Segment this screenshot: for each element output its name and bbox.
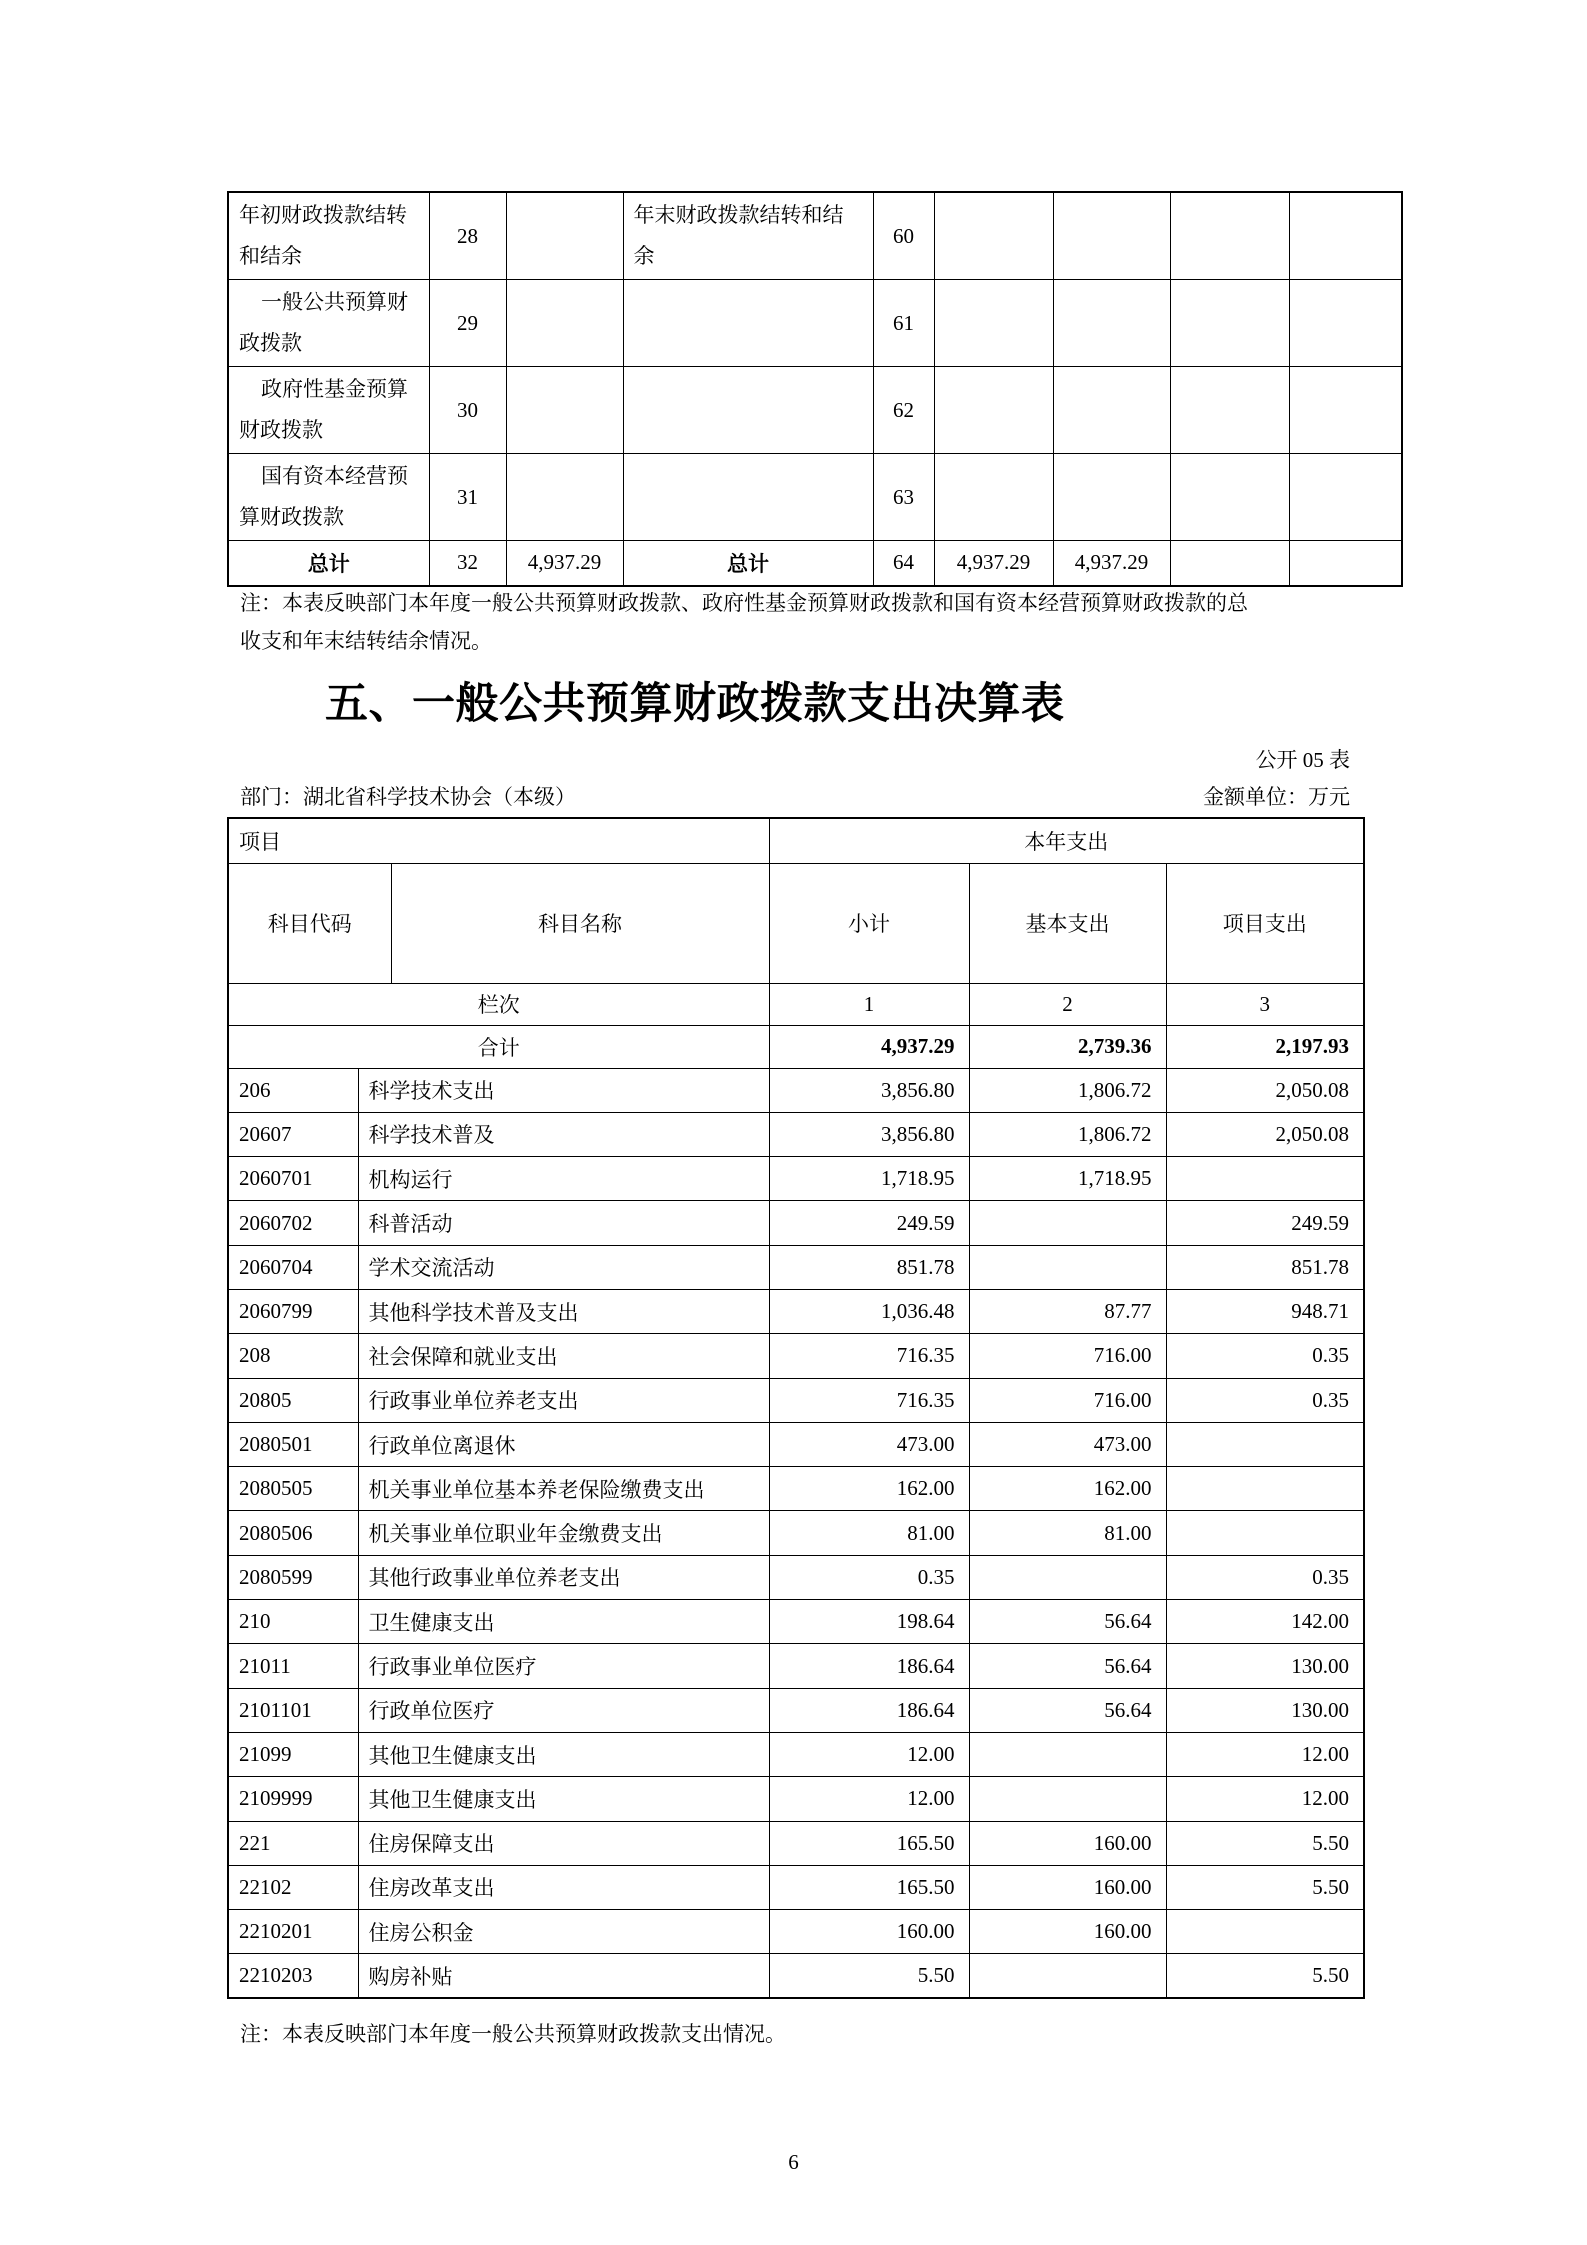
project-expense-cell: 2,050.08 (1166, 1112, 1364, 1156)
right-item-cell (623, 280, 873, 367)
expense-row (228, 1467, 1364, 1511)
empty-cell (1289, 280, 1402, 367)
subject-name-cell: 机构运行 (358, 1157, 769, 1201)
summary-row (228, 367, 1402, 454)
summary-row (228, 454, 1402, 541)
left-amount-cell (506, 454, 623, 541)
basic-expense-cell (969, 1954, 1166, 1998)
left-item-cell: 年初财政拨款结转和结余 (228, 192, 429, 280)
project-expense-cell: 249.59 (1166, 1201, 1364, 1245)
summary-row (228, 192, 1402, 280)
expense-total-label-cell: 合计 (228, 1025, 769, 1068)
expense-header-row-1 (228, 818, 1364, 863)
basic-expense-cell (969, 1245, 1166, 1289)
empty-cell (1170, 454, 1289, 541)
empty-cell (1170, 280, 1289, 367)
subject-name-cell: 住房改革支出 (358, 1865, 769, 1909)
basic-expense-cell: 1,806.72 (969, 1112, 1166, 1156)
summary-row (228, 280, 1402, 367)
subject-code-cell: 2080506 (228, 1511, 358, 1555)
subtotal-cell: 162.00 (769, 1467, 969, 1511)
project-expense-cell: 948.71 (1166, 1289, 1364, 1333)
left-item-cell: 政府性基金预算财政拨款 (228, 367, 429, 454)
right-amount2-cell: 4,937.29 (1053, 541, 1170, 586)
column-index-2-cell: 2 (969, 983, 1166, 1025)
left-amount-cell (506, 192, 623, 280)
empty-cell (1289, 367, 1402, 454)
right-amount1-cell (934, 454, 1053, 541)
expense-row (228, 1511, 1364, 1555)
expense-row (228, 1821, 1364, 1865)
subject-name-cell: 行政单位医疗 (358, 1688, 769, 1732)
subject-code-header-cell: 科目代码 (228, 863, 391, 983)
left-amount-cell: 4,937.29 (506, 541, 623, 586)
subtotal-cell: 716.35 (769, 1378, 969, 1422)
section-title: 五、一般公共预算财政拨款支出决算表 (325, 680, 1065, 728)
basic-expense-cell: 56.64 (969, 1688, 1166, 1732)
page-number: 6 (788, 2150, 799, 2174)
subject-code-cell: 2060701 (228, 1157, 358, 1201)
subject-code-cell: 210 (228, 1600, 358, 1644)
right-amount1-cell: 4,937.29 (934, 541, 1053, 586)
expense-row (228, 1289, 1364, 1333)
project-expense-cell: 130.00 (1166, 1644, 1364, 1688)
subtotal-cell: 3,856.80 (769, 1068, 969, 1112)
subject-code-cell: 2101101 (228, 1688, 358, 1732)
project-expense-cell: 12.00 (1166, 1732, 1364, 1776)
subject-code-cell: 2060704 (228, 1245, 358, 1289)
right-line-no-cell: 61 (873, 280, 934, 367)
expense-table-note: 注：本表反映部门本年度一般公共预算财政拨款支出情况。 (240, 2022, 786, 2046)
expense-tbody (228, 818, 1364, 1998)
project-expense-cell: 0.35 (1166, 1378, 1364, 1422)
empty-cell (1289, 192, 1402, 280)
expense-table (227, 817, 1365, 1999)
project-expense-cell: 0.35 (1166, 1555, 1364, 1599)
subject-code-cell: 21011 (228, 1644, 358, 1688)
subject-code-cell: 208 (228, 1334, 358, 1378)
subject-name-cell: 卫生健康支出 (358, 1600, 769, 1644)
right-amount1-cell (934, 192, 1053, 280)
basic-expense-cell (969, 1555, 1166, 1599)
subtotal-header-cell: 小计 (769, 863, 969, 983)
expense-row (228, 1688, 1364, 1732)
basic-expense-cell: 56.64 (969, 1644, 1166, 1688)
total-label-left-cell: 总计 (228, 541, 429, 586)
empty-cell (1170, 367, 1289, 454)
summary-note-line1: 注：本表反映部门本年度一般公共预算财政拨款、政府性基金预算财政拨款和国有资本经营预算财政拨款的总 (240, 591, 1248, 615)
project-expense-cell: 142.00 (1166, 1600, 1364, 1644)
expense-row (228, 1422, 1364, 1466)
project-expense-cell: 5.50 (1166, 1954, 1364, 1998)
subject-name-cell: 住房保障支出 (358, 1821, 769, 1865)
project-expense-cell: 0.35 (1166, 1334, 1364, 1378)
total-label-right-cell: 总计 (623, 541, 873, 586)
basic-expense-cell (969, 1732, 1166, 1776)
subject-name-cell: 行政事业单位养老支出 (358, 1378, 769, 1422)
left-amount-cell (506, 367, 623, 454)
expense-row (228, 1732, 1364, 1776)
right-amount2-cell (1053, 367, 1170, 454)
basic-expense-cell: 160.00 (969, 1821, 1166, 1865)
right-line-no-cell: 63 (873, 454, 934, 541)
subject-name-cell: 其他行政事业单位养老支出 (358, 1555, 769, 1599)
empty-cell (1289, 454, 1402, 541)
expense-total-row (228, 1025, 1364, 1068)
subtotal-cell: 198.64 (769, 1600, 969, 1644)
left-line-no-cell: 28 (429, 192, 506, 280)
expense-row (228, 1068, 1364, 1112)
project-expense-cell (1166, 1910, 1364, 1954)
left-item-cell: 一般公共预算财政拨款 (228, 280, 429, 367)
subtotal-cell: 716.35 (769, 1334, 969, 1378)
subject-code-cell: 2210203 (228, 1954, 358, 1998)
year-expense-header-cell: 本年支出 (769, 818, 1364, 863)
subtotal-cell: 0.35 (769, 1555, 969, 1599)
subtotal-cell: 12.00 (769, 1777, 969, 1821)
project-expense-cell: 5.50 (1166, 1865, 1364, 1909)
subject-code-cell: 20607 (228, 1112, 358, 1156)
subject-code-cell: 2080599 (228, 1555, 358, 1599)
right-amount2-cell (1053, 192, 1170, 280)
subject-name-cell: 行政单位离退休 (358, 1422, 769, 1466)
summary-note-line2: 收支和年末结转结余情况。 (240, 629, 492, 653)
subject-name-cell: 其他卫生健康支出 (358, 1732, 769, 1776)
basic-expense-cell: 56.64 (969, 1600, 1166, 1644)
subject-name-cell: 科普活动 (358, 1201, 769, 1245)
expense-row (228, 1157, 1364, 1201)
subject-code-cell: 22102 (228, 1865, 358, 1909)
expense-row (228, 1112, 1364, 1156)
right-amount1-cell (934, 367, 1053, 454)
expense-row (228, 1201, 1364, 1245)
subtotal-cell: 12.00 (769, 1732, 969, 1776)
right-amount2-cell (1053, 280, 1170, 367)
expense-row (228, 1644, 1364, 1688)
basic-expense-cell (969, 1201, 1166, 1245)
expense-total-basic-cell: 2,739.36 (969, 1025, 1166, 1068)
subtotal-cell: 851.78 (769, 1245, 969, 1289)
subtotal-cell: 186.64 (769, 1644, 969, 1688)
column-index-3-cell: 3 (1166, 983, 1364, 1025)
subject-code-cell: 2060799 (228, 1289, 358, 1333)
empty-cell (1289, 541, 1402, 586)
expense-total-subtotal-cell: 4,937.29 (769, 1025, 969, 1068)
subject-code-cell: 2109999 (228, 1777, 358, 1821)
subject-name-header-cell: 科目名称 (391, 863, 769, 983)
subject-name-cell: 其他卫生健康支出 (358, 1777, 769, 1821)
expense-row (228, 1865, 1364, 1909)
expense-header-row-2 (228, 863, 1364, 983)
expense-row (228, 1954, 1364, 1998)
subtotal-cell: 5.50 (769, 1954, 969, 1998)
subtotal-cell: 186.64 (769, 1688, 969, 1732)
expense-row (228, 1245, 1364, 1289)
subject-name-cell: 社会保障和就业支出 (358, 1334, 769, 1378)
column-index-row (228, 983, 1364, 1025)
subject-name-cell: 科学技术支出 (358, 1068, 769, 1112)
subject-code-cell: 20805 (228, 1378, 358, 1422)
expense-row (228, 1910, 1364, 1954)
subtotal-cell: 249.59 (769, 1201, 969, 1245)
project-expense-header-cell: 项目支出 (1166, 863, 1364, 983)
subject-name-cell: 机关事业单位基本养老保险缴费支出 (358, 1467, 769, 1511)
project-expense-cell (1166, 1157, 1364, 1201)
subject-code-cell: 206 (228, 1068, 358, 1112)
basic-expense-cell: 1,806.72 (969, 1068, 1166, 1112)
right-item-cell: 年末财政拨款结转和结余 (623, 192, 873, 280)
basic-expense-cell (969, 1777, 1166, 1821)
basic-expense-cell: 1,718.95 (969, 1157, 1166, 1201)
right-item-cell (623, 454, 873, 541)
subject-name-cell: 学术交流活动 (358, 1245, 769, 1289)
left-line-no-cell: 32 (429, 541, 506, 586)
project-expense-cell: 130.00 (1166, 1688, 1364, 1732)
summary-total-row (228, 541, 1402, 586)
left-line-no-cell: 31 (429, 454, 506, 541)
right-item-cell (623, 367, 873, 454)
expense-row (228, 1334, 1364, 1378)
project-expense-cell: 851.78 (1166, 1245, 1364, 1289)
subtotal-cell: 165.50 (769, 1865, 969, 1909)
subject-name-cell: 购房补贴 (358, 1954, 769, 1998)
project-expense-cell (1166, 1422, 1364, 1466)
basic-expense-header-cell: 基本支出 (969, 863, 1166, 983)
left-item-cell: 国有资本经营预算财政拨款 (228, 454, 429, 541)
expense-row (228, 1555, 1364, 1599)
empty-cell (1170, 541, 1289, 586)
subject-code-cell: 221 (228, 1821, 358, 1865)
column-index-label-cell: 栏次 (228, 983, 769, 1025)
subtotal-cell: 81.00 (769, 1511, 969, 1555)
expense-row (228, 1600, 1364, 1644)
right-line-no-cell: 64 (873, 541, 934, 586)
subtotal-cell: 1,036.48 (769, 1289, 969, 1333)
summary-table-note (240, 584, 1340, 660)
subject-code-cell: 2060702 (228, 1201, 358, 1245)
subject-name-cell: 机关事业单位职业年金缴费支出 (358, 1511, 769, 1555)
basic-expense-cell: 81.00 (969, 1511, 1166, 1555)
project-expense-cell (1166, 1467, 1364, 1511)
subject-code-cell: 2080501 (228, 1422, 358, 1466)
right-amount1-cell (934, 280, 1053, 367)
subtotal-cell: 160.00 (769, 1910, 969, 1954)
unit-label: 金额单位：万元 (1203, 785, 1350, 809)
subtotal-cell: 3,856.80 (769, 1112, 969, 1156)
expense-total-project-cell: 2,197.93 (1166, 1025, 1364, 1068)
basic-expense-cell: 162.00 (969, 1467, 1166, 1511)
basic-expense-cell: 160.00 (969, 1865, 1166, 1909)
fiscal-summary-tbody (228, 192, 1402, 586)
basic-expense-cell: 160.00 (969, 1910, 1166, 1954)
expense-row (228, 1378, 1364, 1422)
project-expense-cell (1166, 1511, 1364, 1555)
subtotal-cell: 1,718.95 (769, 1157, 969, 1201)
subtotal-cell: 473.00 (769, 1422, 969, 1466)
right-amount2-cell (1053, 454, 1170, 541)
fiscal-summary-table (227, 191, 1403, 587)
project-expense-cell: 12.00 (1166, 1777, 1364, 1821)
column-index-1-cell: 1 (769, 983, 969, 1025)
left-amount-cell (506, 280, 623, 367)
item-header-cell: 项目 (228, 818, 769, 863)
expense-row (228, 1777, 1364, 1821)
basic-expense-cell: 87.77 (969, 1289, 1166, 1333)
project-expense-cell: 2,050.08 (1166, 1068, 1364, 1112)
left-line-no-cell: 29 (429, 280, 506, 367)
table-code-label: 公开 05 表 (1255, 748, 1350, 772)
subtotal-cell: 165.50 (769, 1821, 969, 1865)
subject-name-cell: 行政事业单位医疗 (358, 1644, 769, 1688)
subject-name-cell: 其他科学技术普及支出 (358, 1289, 769, 1333)
subject-code-cell: 2210201 (228, 1910, 358, 1954)
project-expense-cell: 5.50 (1166, 1821, 1364, 1865)
subject-name-cell: 住房公积金 (358, 1910, 769, 1954)
left-line-no-cell: 30 (429, 367, 506, 454)
right-line-no-cell: 60 (873, 192, 934, 280)
subject-name-cell: 科学技术普及 (358, 1112, 769, 1156)
subject-code-cell: 2080505 (228, 1467, 358, 1511)
department-label: 部门：湖北省科学技术协会（本级） (240, 785, 576, 809)
basic-expense-cell: 716.00 (969, 1334, 1166, 1378)
right-line-no-cell: 62 (873, 367, 934, 454)
subject-code-cell: 21099 (228, 1732, 358, 1776)
basic-expense-cell: 716.00 (969, 1378, 1166, 1422)
basic-expense-cell: 473.00 (969, 1422, 1166, 1466)
empty-cell (1170, 192, 1289, 280)
